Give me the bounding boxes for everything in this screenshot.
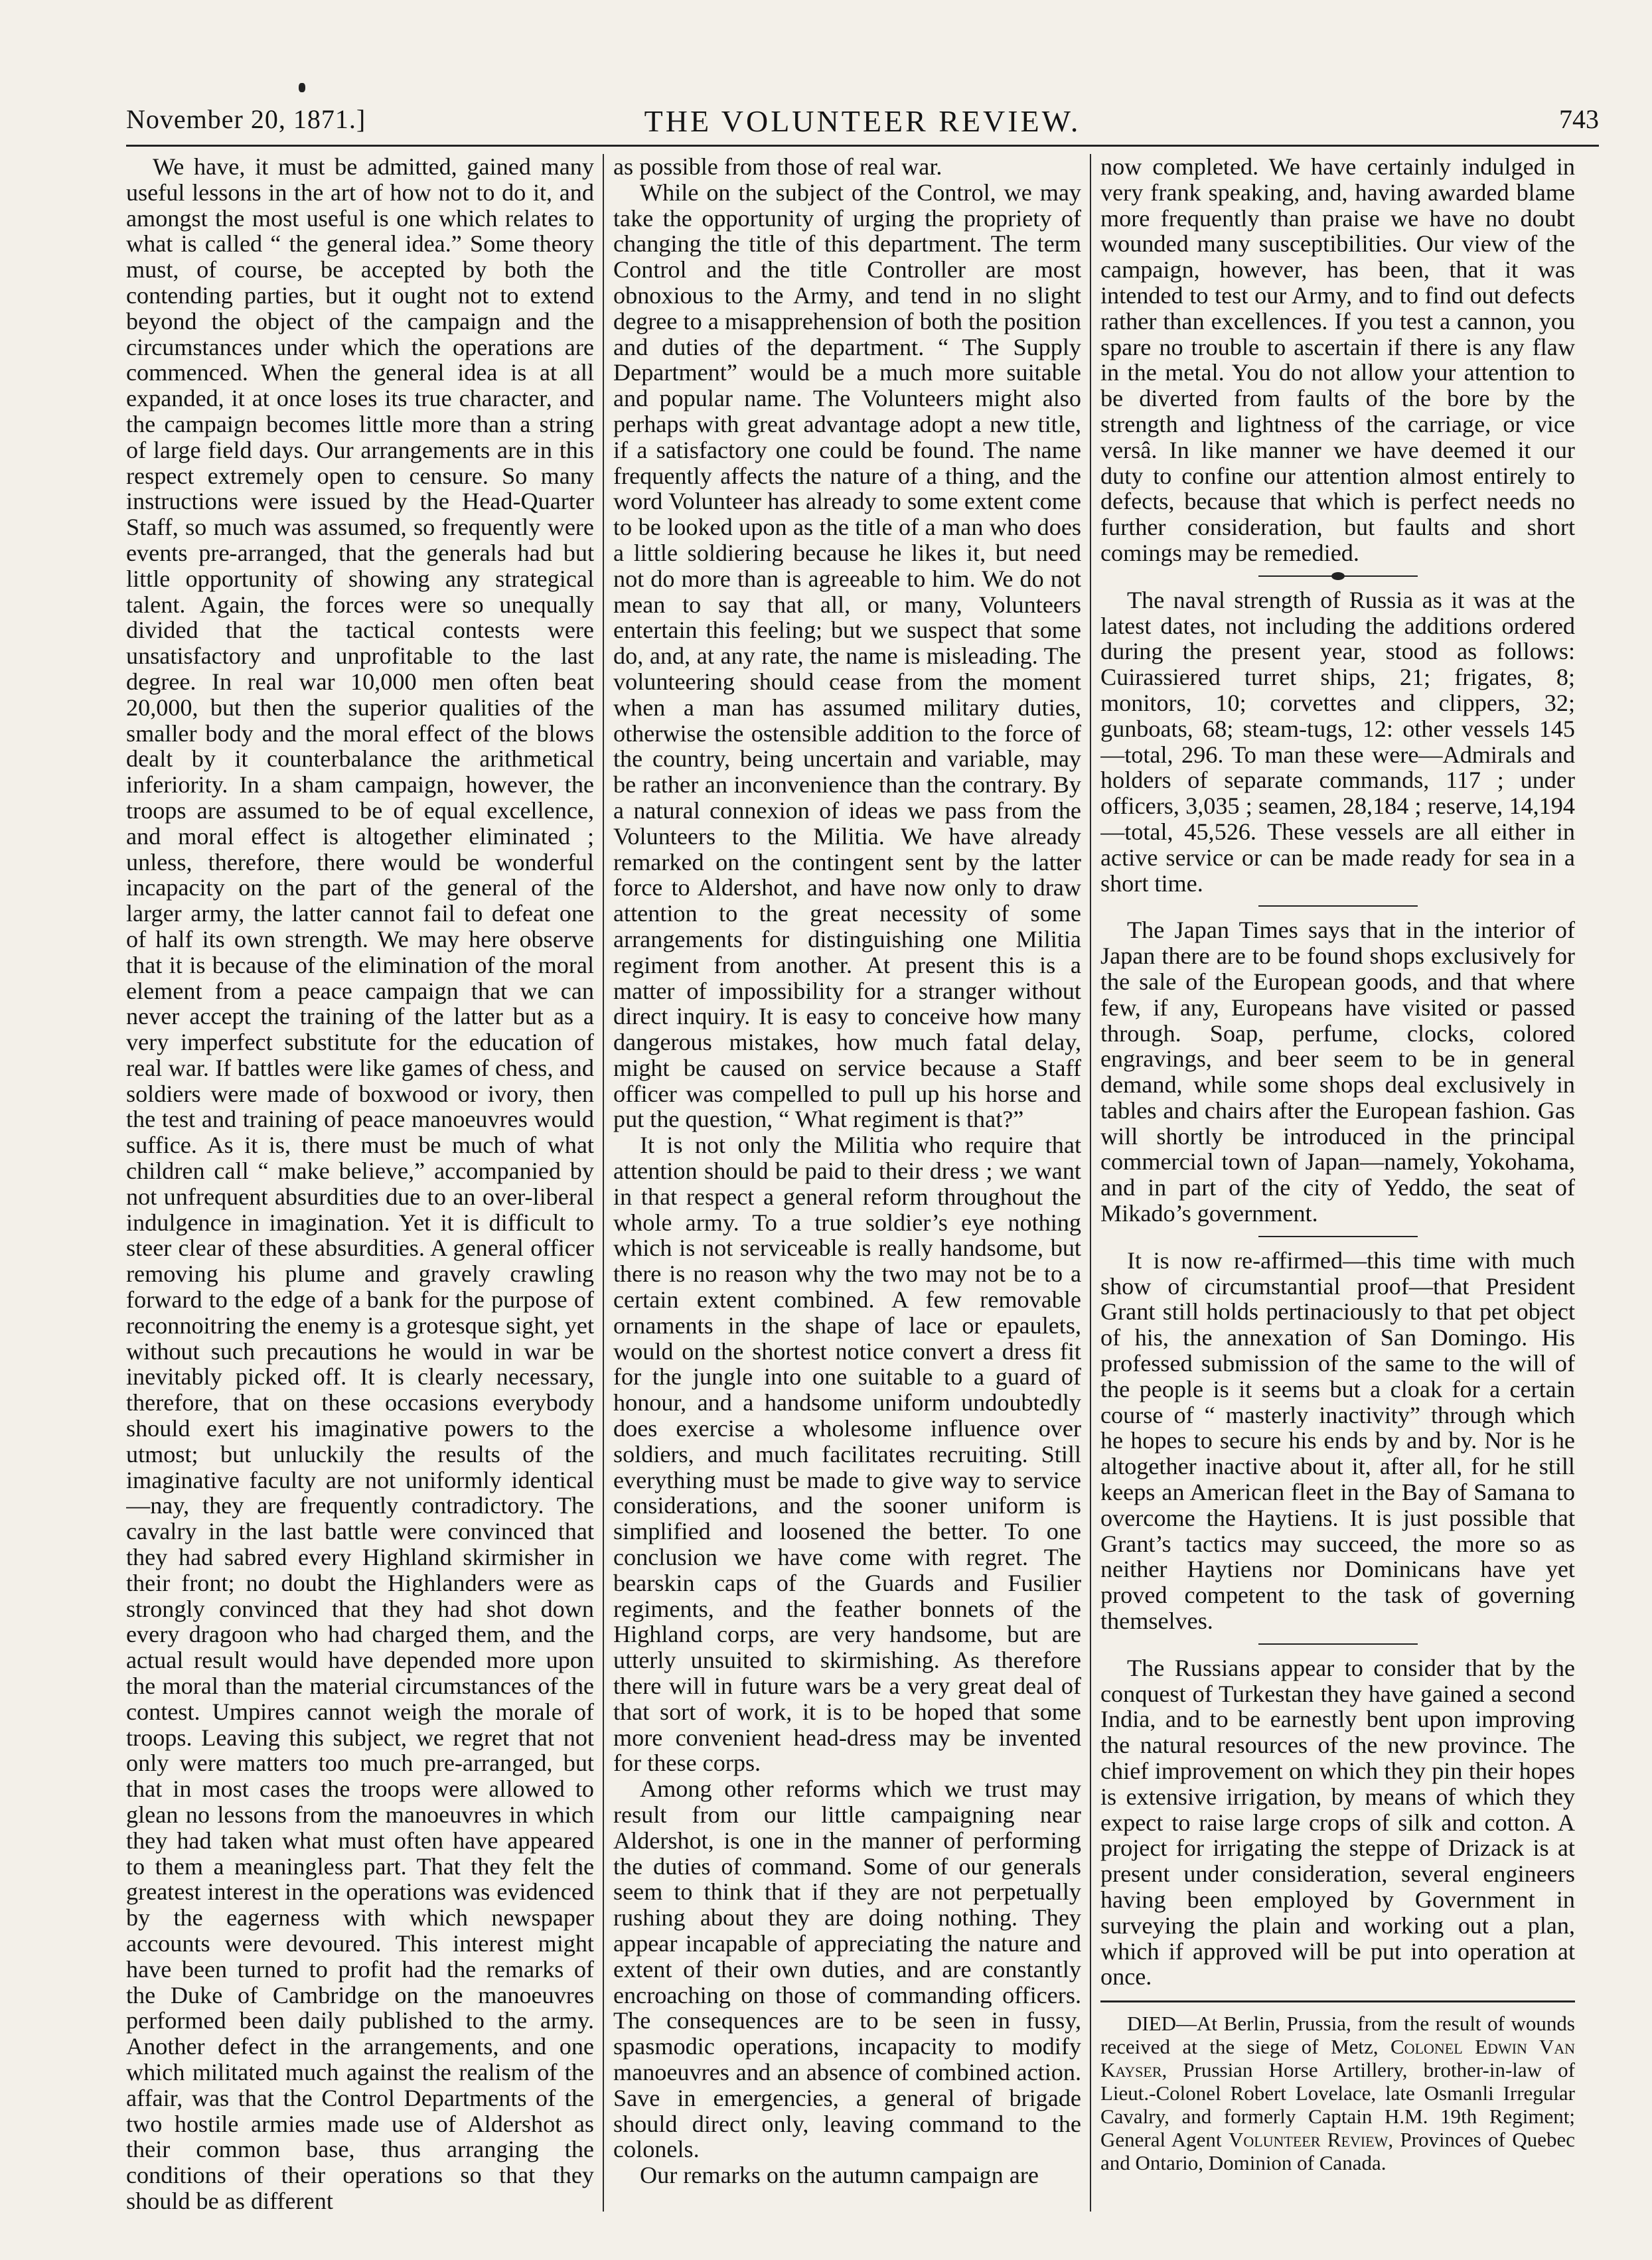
column-rule <box>1090 154 1091 2212</box>
section-separator <box>1258 1643 1418 1645</box>
column-2 <box>613 154 1081 2218</box>
column-1 <box>126 154 594 2218</box>
article-paragraph: While on the subject of the Control, we may take the opportunity of urging the propriety of changing the title of this department. The term Control and the title Controller are most obnoxious to the Army, and tend in no slight degree to a misapprehension of both the position and duties of the department. “ The Supply Department” would be a much more suitable and popular name. The Volunteers might also perhaps with great advantage adopt a new title, if a satisfactory one could be found. The name frequently affects the nature of a thing, and the word Volunteer has already to some extent come to be looked upon as the title of a man who does a little soldiering because he likes it, but need not do more than is agreeable to him. We do not mean to say that all, or many, Volunteers entertain this feeling; but we suspect that some do, and, at any rate, the name is misleading. The volunteering should cease from the moment when a man has assumed military duties, otherwise the ostensible addition to the force of the country, being uncertain and variable, may be rather an inconvenience than the contrary. By a natural connexion of ideas we pass from the Volunteers to the Militia. We have already remarked on the contingent sent by the latter force to Aldershot, and have now only to draw attention to the great necessity of some arrangements for distinguishing one Militia regiment from another. At present this is a matter of impossibility for a stranger without direct inquiry. It is easy to conceive how many dangerous mistakes, how much fatal delay, might be caused on service because a Staff officer was compelled to pull up his horse and put the question, “ What regiment is that?” <box>613 179 1081 1133</box>
news-item-russia-navy: The naval strength of Russia as it was at the latest dates, not including the additions ordered during the present year, stood as follows: Cuirassiered turret ships, 21; frigates, 8; monitors, 10; corvettes and clippers, 32; gunboats, 68; steam-tugs, 12: other vessels 145—total, 296. To man these were—Admirals and holders of separate commands, 117 ; under officers, 3,035 ; seamen, 28,184 ; reserve, 14,194—total, 45,526. These vessels are all either in active service or can be made ready for sea in a short time. <box>1100 586 1575 897</box>
deceased-name: Colonel Edwin Van Kayser <box>1100 2035 1575 2082</box>
death-notice: DIED—At Berlin, Prussia, from the result of wounds received at the siege of Metz, Colonel Edwin Van Kayser, Prussian Horse Artillery, brother-in-law of Lieut.-Colonel Robert Lovelace, late Osmanli Irregular Cavalry, and formerly Captain H.M. 19th Regiment; General Agent Volunteer Review, Provinces of Quebec and Ontario, Dominion of Canada. <box>1100 2012 1575 2175</box>
section-separator <box>1258 1236 1418 1237</box>
column-rule <box>603 154 604 2212</box>
article-paragraph: We have, it must be admitted, gained many useful lessons in the art of how not to do it, and amongst the most useful is one which relates to what is called “ the general idea.” Some theory must, of course, be accepted by both the contending parties, but it ought not to extend beyond the object of the campaign and the circumstances under which the operations are commenced. When the general idea is at all expanded, it at once loses its true character, and the campaign becomes little more than a string of large field days. Our arrangements are in this respect extremely open to censure. So many instructions were issued by the Head-Quarter Staff, so much was assumed, so frequently were events pre-arranged, that the generals had but little opportunity of showing any strategical talent. Again, the forces were so unequally divided that the tactical contests were unsatisfactory and unprofitable to the last degree. In real war 10,000 men often beat 20,000, but then the superior qualities of the smaller body and the moral effect of the blows dealt by it counterbalance the arithmetical inferiority. In a sham campaign, however, the troops are assumed to be of equal excellence, and moral effect is altogether eliminated ; unless, therefore, there would be wonderful incapacity on the part of the general of the larger army, the latter cannot fail to defeat one of half its own strength. We may here observe that it is because of the elimination of the moral element from a peace campaign that we can never accept the training of the latter but as a very imperfect substitute for the education of real war. If battles were like games of chess, and soldiers were made of boxwood or ivory, then the test and training of peace manoeuvres would suffice. As it is, there must be much of what children call “ make believe,” accompanied by not unfrequent absurdities due to an over-liberal indulgence in imagination. Yet it is difficult to steer clear of these absurdities. A general officer removing his plume and gravely crawling forward to the edge of a bank for the purpose of reconnoitring the enemy is a grotesque sight, yet without such precautions he would in war be inevitably picked off. It is clearly necessary, therefore, that on these occasions everybody should exert his imaginative powers to the utmost; but unluckily the results of the imaginative faculty are not uniformly identical—nay, they are frequently contradictory. The cavalry in the last battle were convinced that they had sabred every Highland skirmisher in their front; no doubt the Highlanders were as strongly convinced that they had shot down every dragoon who had charged them, and the actual result would have depended more upon the moral than the material circumstances of the contest. Umpires cannot weigh the morale of troops. Leaving this subject, we regret that not only were matters too much pre-arranged, but that in most cases the troops were allowed to glean no lessons from the manoeuvres in which they had taken what must often have appeared to them a meaningless part. That they felt the greatest interest in the operations was evidenced by the eagerness with which newspaper accounts were devoured. This interest might have been turned to profit had the remarks of the Duke of Cambridge on the manoeuvres performed been daily published to the army. Another defect in the arrangements, and one which militated much against the realism of the affair, was that the Control Departments of the two hostile armies made use of Aldershot as their common base, thus arranging the conditions of their operations so that they should be as different <box>126 154 594 2214</box>
column-3 <box>1100 154 1575 2218</box>
ink-spot <box>299 83 305 92</box>
death-notice-lead: DIED <box>1127 2012 1177 2036</box>
section-separator <box>1100 2000 1575 2002</box>
news-item-turkestan: The Russians appear to consider that by the conquest of Turkestan they have gained a second India, and to be earnestly bent upon improving the natural resources of the new province. The chief improvement on which they pin their hopes is extensive irrigation, by means of which they expect to raise large crops of silk and cotton. A project for irrigating the steppe of Drizack is at present under consideration, several engineers having been employed by Government in surveying the plain and working out a plan, which if approved will be put into operation at once. <box>1100 1654 1575 1991</box>
page-header <box>126 98 1599 147</box>
masthead-title: THE VOLUNTEER REVIEW. <box>644 104 1081 138</box>
section-separator <box>1258 905 1418 907</box>
section-separator <box>1258 575 1418 577</box>
news-item-japan: The Japan Times says that in the interior of Japan there are to be found shops exclusively for the sale of the European goods, and that where few, if any, Europeans have visited or passed through. Soap, perfume, clocks, colored engravings, and beer seem to be in general demand, while some shops deal exclusively in tables and chairs after the European fashion. Gas will shortly be introduced in the principal commercial town of Japan—namely, Yokohama, and in part of the city of Yeddo, the seat of Mikado’s government. <box>1100 917 1575 1227</box>
article-paragraph: as possible from those of real war. <box>613 154 942 180</box>
article-paragraph: Our remarks on the autumn campaign are <box>640 2162 1039 2189</box>
article-paragraph: Among other reforms which we trust may result from our little campaigning near Aldershot, is one in the manner of performing the duties of command. Some of our generals seem to think that if they are not perpetually rushing about they are doing nothing. They appear incapable of appreciating the nature and extent of their own duties, and are constantly encroaching on those of commanding officers. The consequences are to be seen in fussy, spasmodic operations, incapacity to modify manoeuvres and an absence of combined action. Save in emergencies, a general of brigade should direct only, leaving command to the colonels. <box>613 1775 1081 2163</box>
header-date: November 20, 1871.] <box>126 104 366 134</box>
article-paragraph: now completed. We have certainly indulged in very frank speaking, and, having awarded blame more frequently than praise we have no doubt wounded many susceptibilities. Our view of the campaign, however, has been, that it was intended to test our Army, and to find out defects rather than excellences. If you test a cannon, you spare no trouble to ascertain if there is any flaw in the metal. You do not allow your attention to be diverted from faults of the bore by the strength and lightness of the carriage, or vice versâ. In like manner we have deemed it our duty to confine our attention almost entirely to defects, because that which is perfect needs no further consideration, but faults and short comings may be remedied. <box>1100 154 1575 566</box>
page-number: 743 <box>1559 104 1599 134</box>
news-item-san-domingo: It is now re-affirmed—this time with much show of circumstantial proof—that President Grant still holds pertinaciously to that pet object of his, the annexation of San Domingo. His professed submission of the same to the will of the people is it seems but a cloak for a certain course of “ masterly inactivity” through which he hopes to secure his ends by and by. Nor is he altogether inactive about it, after all, for he still keeps an American fleet in the Bay of Samana to overcome the Haytiens. It is just possible that Grant’s tactics may succeed, the more so as neither Haytiens nor Dominicans have yet proved competent to the task of governing themselves. <box>1100 1246 1575 1635</box>
publication-name: Volunteer Review <box>1228 2128 1389 2152</box>
article-paragraph: It is not only the Militia who require that attention should be paid to their dress ; we want in that respect a general reform throughout the whole army. To a true soldier’s eye nothing which is not serviceable is really handsome, but there is no reason why the two may not be to a certain extent combined. A few removable ornaments in the shape of lace or epaulets, would on the shortest notice convert a dress fit for the jungle into one suitable to a guard of honour, and a handsome uniform undoubtedly does exercise a wholesome influence over soldiers, and much facilitates recruiting. Still everything must be made to give way to service considerations, and the sooner uniform is simplified and loosened the better. To one conclusion we have come with regret. The bearskin caps of the Guards and Fusilier regiments, and the feather bonnets of the Highland corps, are very handsome, but are utterly unsuited to skirmishing. As therefore there will in future wars be a very great deal of that sort of work, it is to be hoped that some more convenient head-dress may be invented for these corps. <box>613 1132 1081 1777</box>
